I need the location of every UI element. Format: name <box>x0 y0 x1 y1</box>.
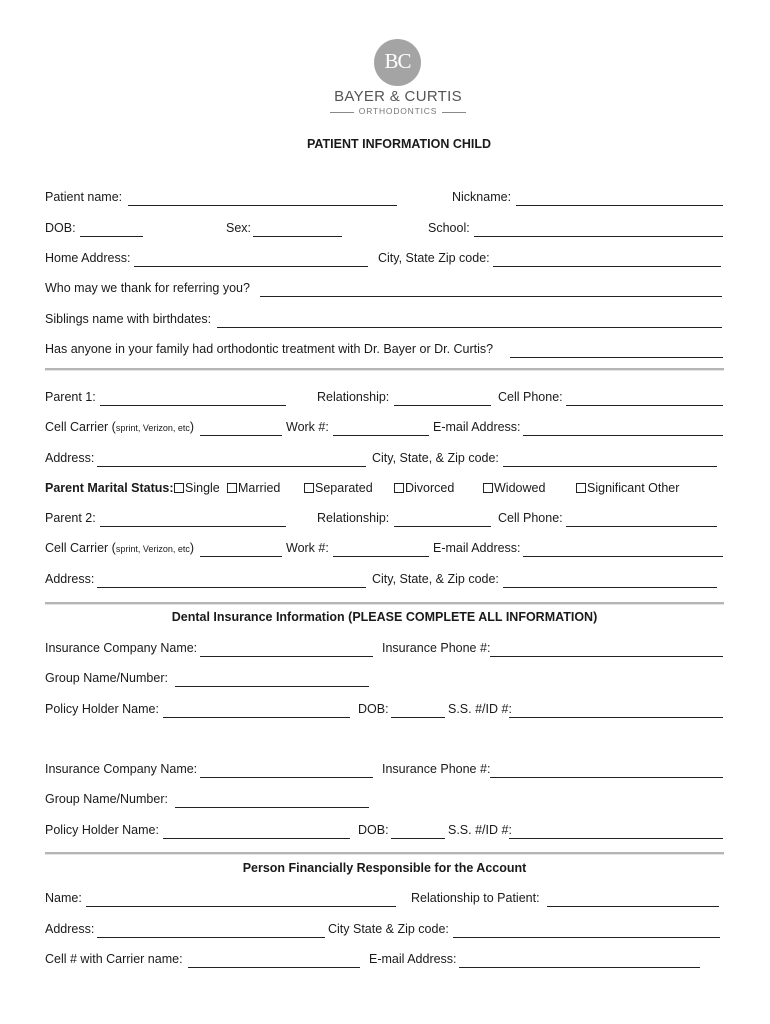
checkbox-icon[interactable] <box>174 483 184 493</box>
insurance2-dob-field[interactable] <box>391 838 445 839</box>
insurance1-dob-field[interactable] <box>391 717 445 718</box>
option-label: Significant Other <box>587 481 680 495</box>
logo-divider <box>442 112 466 113</box>
checkbox-icon[interactable] <box>576 483 586 493</box>
parent2-work-field[interactable] <box>333 556 429 557</box>
financial-email-label: E-mail Address: <box>369 952 457 966</box>
nickname-label: Nickname: <box>452 190 512 204</box>
checkbox-icon[interactable] <box>304 483 314 493</box>
financial-address-label: Address: <box>45 922 95 936</box>
nickname-field[interactable] <box>516 205 723 206</box>
parent1-address-label: Address: <box>45 451 95 465</box>
parent1-city-label: City, State, & Zip code: <box>372 451 499 465</box>
orthodontic-history-label: Has anyone in your family had orthodontic treatment with Dr. Bayer or Dr. Curtis? <box>45 342 494 356</box>
sex-field[interactable] <box>253 236 342 237</box>
insurance1-company-field[interactable] <box>200 656 373 657</box>
insurance2-holder-field[interactable] <box>163 838 350 839</box>
insurance1-holder-label: Policy Holder Name: <box>45 702 159 716</box>
parent2-name-field[interactable] <box>100 526 286 527</box>
school-field[interactable] <box>474 236 723 237</box>
insurance1-company-label: Insurance Company Name: <box>45 641 198 655</box>
parent1-email-label: E-mail Address: <box>433 420 521 434</box>
section-divider <box>45 602 724 605</box>
checkbox-icon[interactable] <box>394 483 404 493</box>
school-label: School: <box>428 221 470 235</box>
financial-cell-field[interactable] <box>188 967 360 968</box>
carrier-label-text: Cell Carrier ( <box>45 541 116 555</box>
financial-relationship-field[interactable] <box>547 906 719 907</box>
siblings-label: Siblings name with birthdates: <box>45 312 212 326</box>
parent2-cell-label: Cell Phone: <box>498 511 563 525</box>
home-address-label: Home Address: <box>45 251 131 265</box>
insurance2-holder-label: Policy Holder Name: <box>45 823 159 837</box>
orthodontic-history-field[interactable] <box>510 357 723 358</box>
insurance1-ss-field[interactable] <box>509 717 723 718</box>
parent1-name-field[interactable] <box>100 405 286 406</box>
option-label: Divorced <box>405 481 455 495</box>
logo-subtitle: ORTHODONTICS <box>358 106 438 116</box>
parent2-address-label: Address: <box>45 572 95 586</box>
carrier-hint: sprint, Verizon, etc <box>115 423 190 433</box>
parent1-address-field[interactable] <box>97 466 366 467</box>
option-label: Separated <box>315 481 373 495</box>
parent2-email-label: E-mail Address: <box>433 541 521 555</box>
insurance2-ss-label: S.S. #/ID #: <box>448 823 512 837</box>
parent1-email-field[interactable] <box>523 435 723 436</box>
dob-label: DOB: <box>45 221 76 235</box>
parent2-email-field[interactable] <box>523 556 723 557</box>
insurance2-dob-label: DOB: <box>358 823 389 837</box>
financial-name-field[interactable] <box>86 906 396 907</box>
parent2-cell-field[interactable] <box>566 526 717 527</box>
financial-city-label: City State & Zip code: <box>328 922 449 936</box>
option-label: Single <box>185 481 220 495</box>
city-state-zip-label: City, State Zip code: <box>378 251 490 265</box>
insurance2-ss-field[interactable] <box>509 838 723 839</box>
carrier-label-close: ) <box>189 420 195 434</box>
carrier-hint: sprint, Verizon, etc <box>115 544 190 554</box>
marital-option-single[interactable] <box>174 481 220 495</box>
financial-heading: Person Financially Responsible for the Account <box>242 861 527 875</box>
carrier-label-text: Cell Carrier ( <box>45 420 116 434</box>
financial-name-label: Name: <box>45 891 82 905</box>
parent1-work-label: Work #: <box>286 420 329 434</box>
marital-option-significant-other[interactable] <box>576 481 679 495</box>
insurance1-phone-field[interactable] <box>490 656 723 657</box>
parent1-relationship-label: Relationship: <box>317 390 390 404</box>
parent2-label: Parent 2: <box>45 511 96 525</box>
referral-label: Who may we thank for referring you? <box>45 281 250 295</box>
marital-option-divorced[interactable] <box>394 481 454 495</box>
parent1-carrier-field[interactable] <box>200 435 282 436</box>
logo-subtitle-group <box>330 106 466 118</box>
section-divider <box>45 368 724 371</box>
city-state-zip-field[interactable] <box>493 266 721 267</box>
parent2-relationship-label: Relationship: <box>317 511 390 525</box>
insurance1-phone-label: Insurance Phone #: <box>382 641 491 655</box>
insurance2-company-label: Insurance Company Name: <box>45 762 198 776</box>
parent1-relationship-field[interactable] <box>394 405 491 406</box>
insurance2-phone-label: Insurance Phone #: <box>382 762 491 776</box>
sex-label: Sex: <box>226 221 252 235</box>
logo-initials: BC <box>384 49 411 73</box>
parent2-city-label: City, State, & Zip code: <box>372 572 499 586</box>
patient-name-field[interactable] <box>128 205 397 206</box>
home-address-field[interactable] <box>134 266 368 267</box>
parent1-city-field[interactable] <box>503 466 717 467</box>
checkbox-icon[interactable] <box>483 483 493 493</box>
parent2-city-field[interactable] <box>503 587 717 588</box>
logo-circle <box>374 39 421 86</box>
parent2-address-field[interactable] <box>97 587 366 588</box>
insurance-heading: Dental Insurance Information (PLEASE COMPLETE ALL INFORMATION) <box>171 610 598 624</box>
insurance1-dob-label: DOB: <box>358 702 389 716</box>
referral-field[interactable] <box>260 296 722 297</box>
marital-option-separated[interactable] <box>304 481 373 495</box>
parent2-relationship-field[interactable] <box>394 526 491 527</box>
parent2-carrier-field[interactable] <box>200 556 282 557</box>
parent1-work-field[interactable] <box>333 435 429 436</box>
marital-option-widowed[interactable] <box>483 481 545 495</box>
insurance1-holder-field[interactable] <box>163 717 350 718</box>
parent2-work-label: Work #: <box>286 541 329 555</box>
insurance2-group-field[interactable] <box>175 807 369 808</box>
financial-city-field[interactable] <box>453 937 720 938</box>
insurance2-company-field[interactable] <box>200 777 373 778</box>
carrier-label-close: ) <box>189 541 195 555</box>
patient-name-label: Patient name: <box>45 190 123 204</box>
insurance1-group-field[interactable] <box>175 686 369 687</box>
insurance2-phone-field[interactable] <box>490 777 723 778</box>
insurance1-ss-label: S.S. #/ID #: <box>448 702 512 716</box>
financial-email-field[interactable] <box>459 967 700 968</box>
parent1-cell-field[interactable] <box>566 405 723 406</box>
siblings-field[interactable] <box>217 327 722 328</box>
parent1-label: Parent 1: <box>45 390 96 404</box>
marital-option-married[interactable] <box>227 481 280 495</box>
financial-relationship-label: Relationship to Patient: <box>411 891 540 905</box>
checkbox-icon[interactable] <box>227 483 237 493</box>
parent2-carrier-label <box>45 541 194 555</box>
page-title: PATIENT INFORMATION CHILD <box>307 137 492 151</box>
parent1-carrier-label <box>45 420 194 434</box>
logo-divider <box>330 112 354 113</box>
parent1-cell-label: Cell Phone: <box>498 390 563 404</box>
financial-address-field[interactable] <box>97 937 325 938</box>
option-label: Widowed <box>494 481 546 495</box>
marital-status-label: Parent Marital Status: <box>45 481 174 495</box>
dob-field[interactable] <box>80 236 143 237</box>
financial-cell-label: Cell # with Carrier name: <box>45 952 183 966</box>
insurance2-group-label: Group Name/Number: <box>45 792 168 806</box>
logo-name: BAYER & CURTIS <box>334 88 462 105</box>
section-divider <box>45 852 724 855</box>
option-label: Married <box>238 481 281 495</box>
insurance1-group-label: Group Name/Number: <box>45 671 168 685</box>
